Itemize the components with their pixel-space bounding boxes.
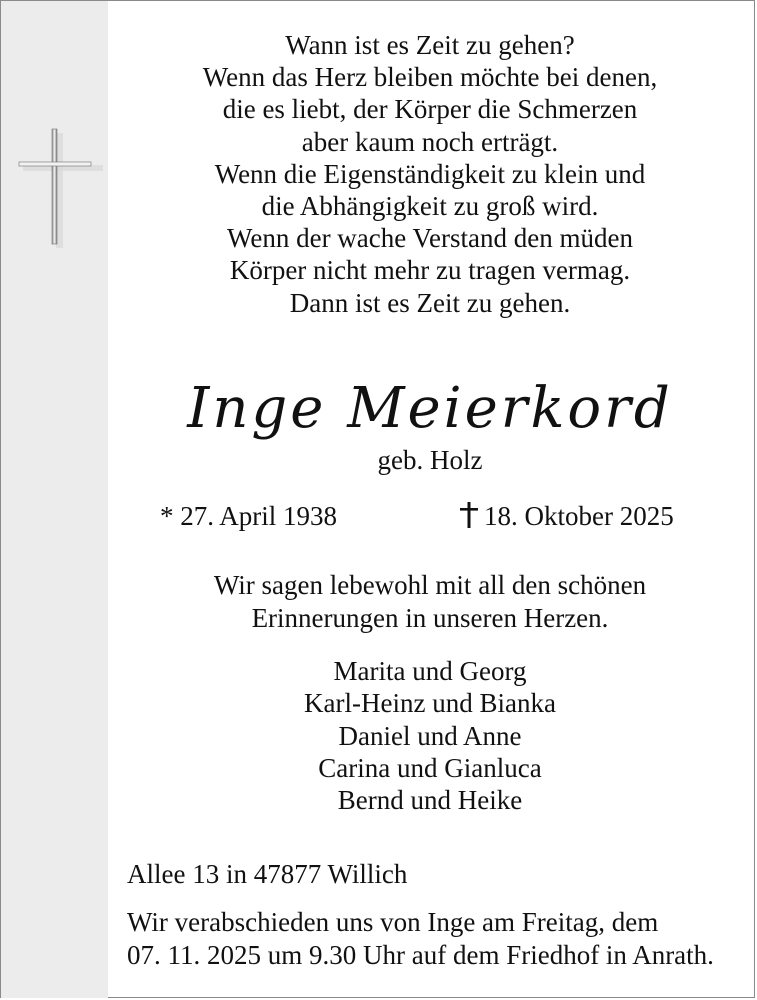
- family-member: Karl-Heinz und Bianka: [304, 688, 556, 719]
- address: Allee 13 in 47877 Willich: [127, 859, 408, 889]
- poem-line: aber kaum noch erträgt.: [301, 126, 559, 157]
- cross-icon: [15, 125, 105, 255]
- deceased-name: Inge Meierkord: [187, 376, 673, 441]
- ceremony-info: [127, 906, 714, 971]
- farewell-message: [110, 569, 750, 634]
- family-member: Bernd und Heike: [337, 785, 523, 816]
- poem-line: Wenn die Eigenständigkeit zu klein und: [214, 158, 646, 189]
- farewell-line: Erinnerungen in unseren Herzen.: [251, 602, 609, 633]
- poem-line: Körper nicht mehr zu tragen vermag.: [229, 255, 631, 286]
- maiden-name: geb. Holz: [377, 445, 483, 475]
- poem-line: Wenn der wache Verstand den müden: [227, 223, 633, 254]
- sidebar-panel: [1, 1, 108, 998]
- ceremony-line: 07. 11. 2025 um 9.30 Uhr auf dem Friedhof in Anrath.: [127, 939, 714, 970]
- birth-date: * 27. April 1938: [160, 501, 338, 531]
- ceremony-line: Wir verabschieden uns von Inge am Freitag, dem: [127, 907, 659, 937]
- death-date-row: [458, 500, 674, 532]
- poem-line: Dann ist es Zeit zu gehen.: [289, 287, 571, 318]
- poem-line: Wann ist es Zeit zu gehen?: [285, 30, 575, 60]
- poem-line: Wenn das Herz bleiben möchte bei denen,: [202, 62, 658, 93]
- poem-line: die Abhängigkeit zu groß wird.: [261, 191, 599, 222]
- poem: [110, 29, 750, 319]
- family-member: Carina und Gianluca: [318, 752, 542, 783]
- farewell-line: Wir sagen lebewohl mit all den schönen: [213, 570, 647, 600]
- dagger-cross-icon: [458, 502, 480, 528]
- family-list: [110, 655, 750, 816]
- family-member: Marita und Georg: [333, 656, 527, 686]
- death-date: 18. Oktober 2025: [484, 501, 674, 531]
- family-member: Daniel und Anne: [338, 720, 522, 751]
- poem-line: die es liebt, der Körper die Schmerzen: [222, 94, 638, 125]
